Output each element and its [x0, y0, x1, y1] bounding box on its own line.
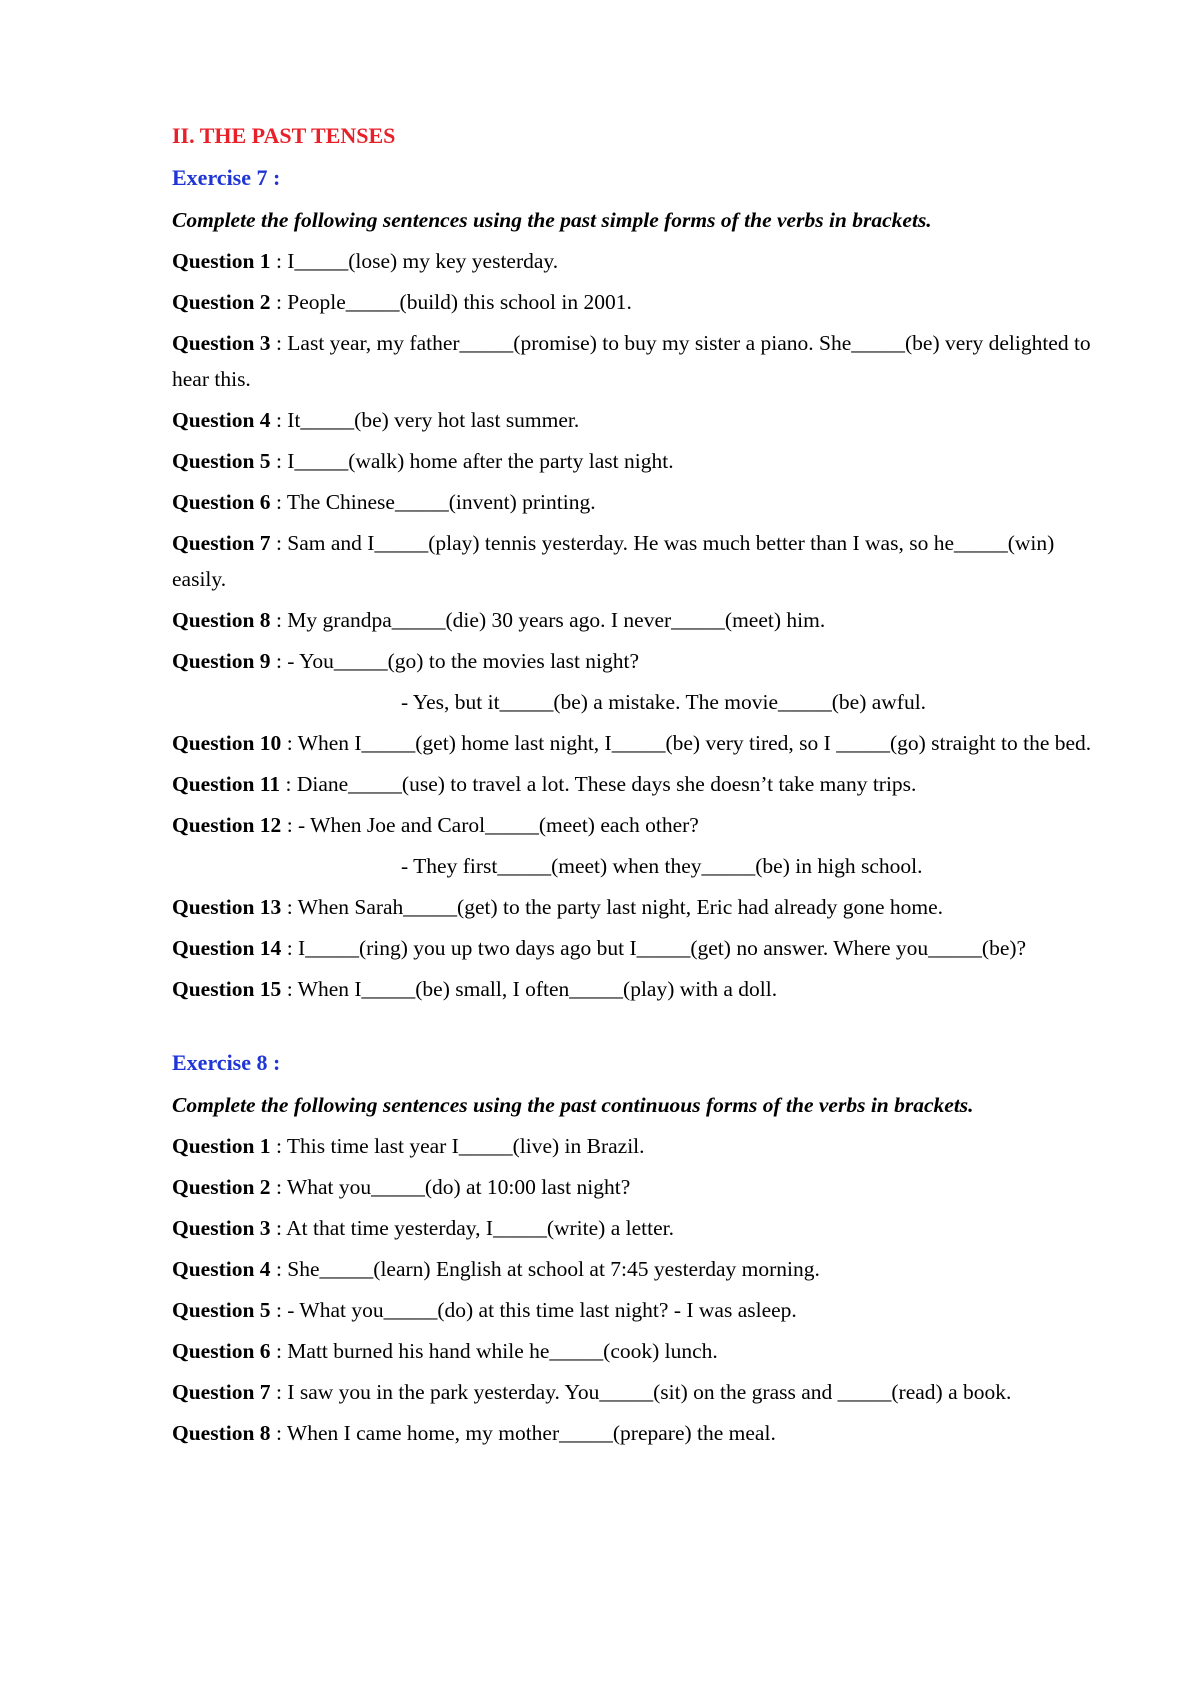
question-text: : This time last year I_____(live) in Brazil.: [270, 1134, 645, 1158]
question-text: : I saw you in the park yesterday. You_____(sit) on the grass and _____(read) a book.: [270, 1380, 1012, 1404]
question-text: : At that time yesterday, I_____(write) a letter.: [270, 1216, 674, 1240]
question-item: [172, 325, 1102, 397]
question-text: : I_____(lose) my key yesterday.: [270, 249, 559, 273]
question-text: : Last year, my father_____(promise) to buy my sister a piano. She_____(be) very delighted to hear this.: [172, 331, 1091, 391]
question-item: [172, 1169, 1102, 1205]
question-item: [172, 1374, 1102, 1410]
question-label: Question 5: [172, 449, 271, 473]
question-item: [172, 1415, 1102, 1451]
question-item: [172, 1333, 1102, 1369]
question-label: Question 9: [172, 649, 271, 673]
question-label: Question 7: [172, 1380, 271, 1404]
question-label: Question 13: [172, 895, 282, 919]
question-text: : She_____(learn) English at school at 7:45 yesterday morning.: [270, 1257, 820, 1281]
section-title: II. THE PAST TENSES: [172, 123, 396, 148]
question-item: [172, 443, 1102, 479]
question-text: : Diane_____(use) to travel a lot. These days she doesn’t take many trips.: [280, 772, 917, 796]
question-text: : When I_____(be) small, I often_____(play) with a doll.: [281, 977, 778, 1001]
question-text: : It_____(be) very hot last summer.: [270, 408, 580, 432]
worksheet-page: [172, 118, 1102, 1456]
question-item: [172, 243, 1102, 279]
question-text: : My grandpa_____(die) 30 years ago. I never_____(meet) him.: [270, 608, 826, 632]
question-item: [172, 402, 1102, 438]
question-item: [172, 284, 1102, 320]
question-item: [172, 766, 1102, 802]
question-label: Question 6: [172, 1339, 271, 1363]
question-label: Question 14: [172, 936, 282, 960]
question-item: [172, 889, 1102, 925]
question-text: : I_____(ring) you up two days ago but I_____(get) no answer. Where you_____(be)?: [281, 936, 1027, 960]
question-label: Question 7: [172, 531, 271, 555]
question-label: Question 10: [172, 731, 282, 755]
exercise-title: Exercise 8 :: [172, 1050, 281, 1075]
question-label: Question 11: [172, 772, 281, 796]
question-label: Question 6: [172, 490, 271, 514]
question-item: [172, 807, 1102, 843]
question-text: : Matt burned his hand while he_____(cook) lunch.: [270, 1339, 718, 1363]
question-text: : When I_____(get) home last night, I_____(be) very tired, so I _____(go) straight to the bed.: [281, 731, 1092, 755]
exercise-title: Exercise 7 :: [172, 165, 281, 190]
exercise-instruction: Complete the following sentences using the past continuous forms of the verbs in brackets.: [172, 1093, 974, 1117]
question-label: Question 8: [172, 1421, 271, 1445]
question-label: Question 8: [172, 608, 271, 632]
question-text: : - What you_____(do) at this time last night? - I was asleep.: [270, 1298, 797, 1322]
question-text: : When I came home, my mother_____(prepare) the meal.: [270, 1421, 776, 1445]
question-label: Question 1: [172, 1134, 271, 1158]
question-text: : - You_____(go) to the movies last night?: [270, 649, 640, 673]
question-text: : I_____(walk) home after the party last night.: [270, 449, 674, 473]
question-item: [172, 602, 1102, 638]
question-label: Question 2: [172, 1175, 271, 1199]
question-label: Question 2: [172, 290, 271, 314]
question-text: : People_____(build) this school in 2001.: [270, 290, 632, 314]
question-text: : - When Joe and Carol_____(meet) each other?: [281, 813, 699, 837]
question-text: : What you_____(do) at 10:00 last night?: [270, 1175, 631, 1199]
question-item: [172, 1210, 1102, 1246]
question-label: Question 1: [172, 249, 271, 273]
question-item: [172, 725, 1102, 761]
question-text: : When Sarah_____(get) to the party last night, Eric had already gone home.: [281, 895, 944, 919]
question-reply: - Yes, but it_____(be) a mistake. The movie_____(be) awful.: [401, 690, 927, 714]
question-item: [172, 930, 1102, 966]
exercise-instruction: Complete the following sentences using the past simple forms of the verbs in brackets.: [172, 208, 932, 232]
question-reply: - They first_____(meet) when they_____(be) in high school.: [401, 854, 923, 878]
question-label: Question 15: [172, 977, 282, 1001]
question-label: Question 4: [172, 1257, 271, 1281]
question-item: [172, 1292, 1102, 1328]
question-label: Question 3: [172, 331, 271, 355]
question-label: Question 5: [172, 1298, 271, 1322]
exercise-8: [172, 1045, 1102, 1451]
question-item: [172, 1251, 1102, 1287]
question-label: Question 3: [172, 1216, 271, 1240]
question-item: [172, 525, 1102, 597]
question-text: : The Chinese_____(invent) printing.: [270, 490, 596, 514]
question-item: [172, 1128, 1102, 1164]
exercise-7: [172, 160, 1102, 1007]
question-item: [172, 643, 1102, 679]
question-text: : Sam and I_____(play) tennis yesterday. He was much better than I was, so he_____(win) easily.: [172, 531, 1055, 591]
question-item: [172, 484, 1102, 520]
question-label: Question 12: [172, 813, 282, 837]
question-item: [172, 971, 1102, 1007]
question-label: Question 4: [172, 408, 271, 432]
